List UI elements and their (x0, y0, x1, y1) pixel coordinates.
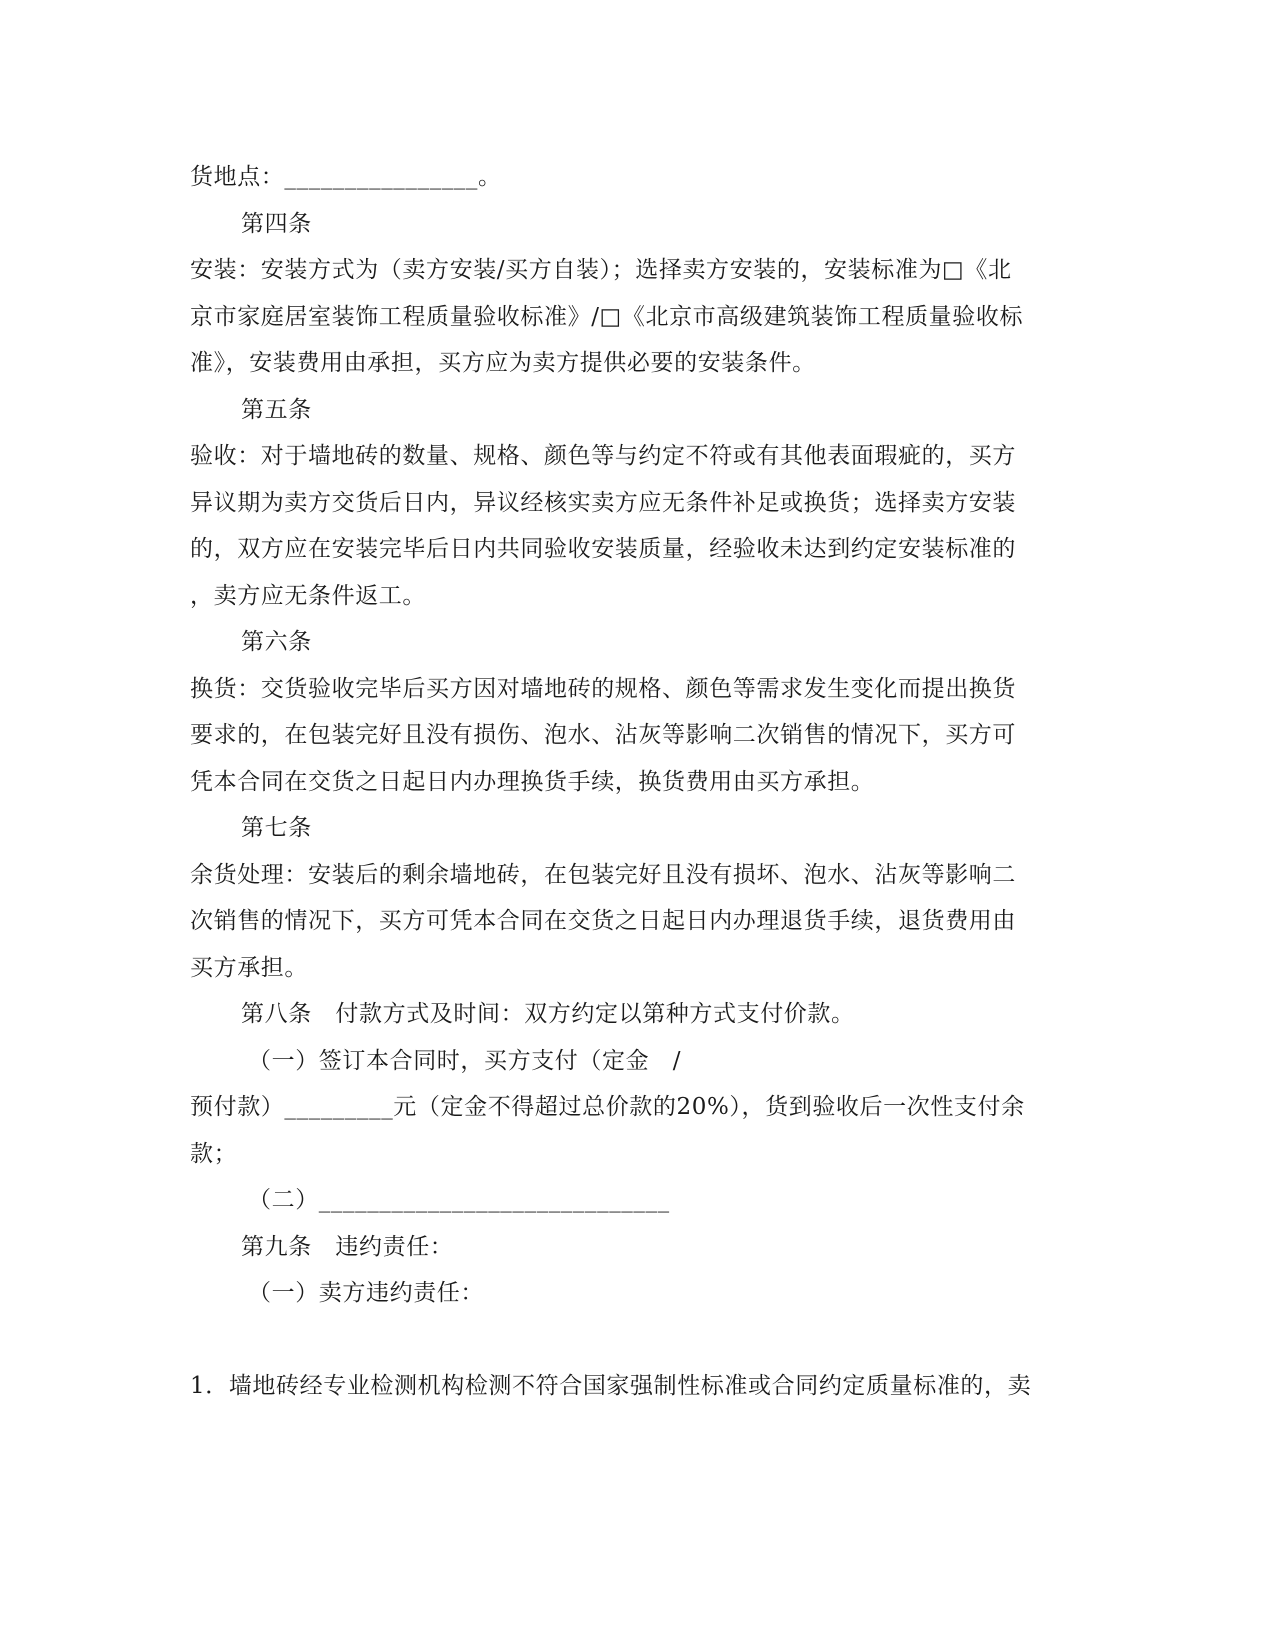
article-heading: 第九条 违约责任： (241, 1234, 454, 1260)
article-heading: 第五条 (241, 397, 312, 423)
paragraph-line: 预付款）_________元（定金不得超过总价款的20%），货到验收后一次性支付余 (190, 1094, 1025, 1120)
paragraph-line: 安装：安装方式为（卖方安装/买方自装）；选择卖方安装的，安装标准为□《北 (190, 257, 1012, 283)
article-heading: 第七条 (241, 815, 312, 841)
paragraph-line: 货地点：________________。 (190, 164, 502, 190)
paragraph-line: 异议期为卖方交货后日内，异议经核实卖方应无条件补足或换货；选择卖方安装 (190, 490, 1016, 516)
numbered-item-line: 1．墙地砖经专业检测机构检测不符合国家强制性标准或合同约定质量标准的，卖 (190, 1373, 1032, 1399)
paragraph-line: 次销售的情况下，买方可凭本合同在交货之日起日内办理退货手续，退货费用由 (190, 908, 1016, 934)
article-heading: 第八条 付款方式及时间：双方约定以第种方式支付价款。 (241, 1001, 855, 1027)
paragraph-line: 款； (190, 1141, 238, 1167)
article-heading: 第六条 (241, 629, 312, 655)
paragraph-line: 余货处理：安装后的剩余墙地砖，在包装完好且没有损坏、泡水、沾灰等影响二 (190, 862, 1016, 888)
paragraph-line: 准》，安装费用由承担，买方应为卖方提供必要的安装条件。 (190, 350, 816, 376)
article-heading: 第四条 (241, 211, 312, 237)
paragraph-line: 凭本合同在交货之日起日内办理换货手续，换货费用由买方承担。 (190, 769, 875, 795)
paragraph-line: 换货：交货验收完毕后买方因对墙地砖的规格、颜色等需求发生变化而提出换货 (190, 676, 1016, 702)
paragraph-line: 要求的，在包装完好且没有损伤、泡水、沾灰等影响二次销售的情况下，买方可 (190, 722, 1016, 748)
clause-line: （一）签订本合同时，买方支付（定金 / (248, 1048, 682, 1074)
clause-line: （二）_____________________________ (248, 1187, 670, 1213)
paragraph-line: 京市家庭居室装饰工程质量验收标准》/□《北京市高级建筑装饰工程质量验收标 (190, 304, 1024, 330)
paragraph-line: 验收：对于墙地砖的数量、规格、颜色等与约定不符或有其他表面瑕疵的，买方 (190, 443, 1016, 469)
clause-line: （一）卖方违约责任： (248, 1280, 484, 1306)
paragraph-line: 的，双方应在安装完毕后日内共同验收安装质量，经验收未达到约定安装标准的 (190, 536, 1016, 562)
paragraph-line: ，卖方应无条件返工。 (190, 583, 426, 609)
paragraph-line: 买方承担。 (190, 955, 308, 981)
